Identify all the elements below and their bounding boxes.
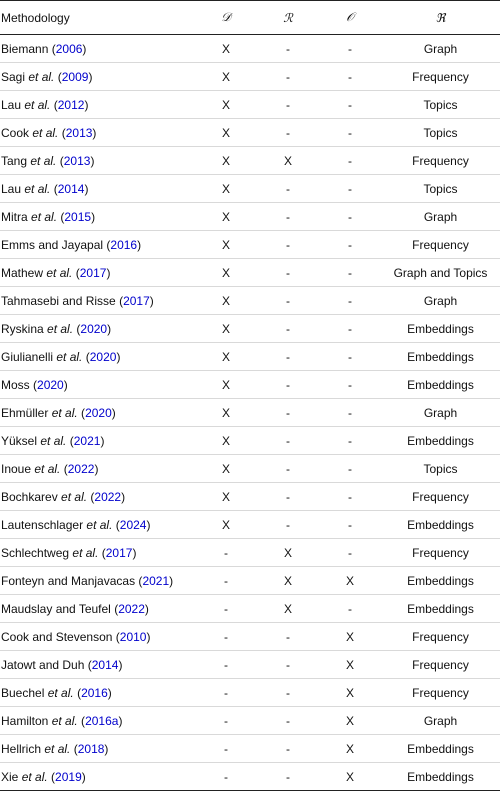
d-cell: X: [221, 41, 230, 56]
methodology-cell: Hamilton et al. (2016a): [0, 707, 196, 735]
citation-year-link[interactable]: 2014: [57, 181, 85, 196]
methodology-cell: Jatowt and Duh (2014): [0, 651, 196, 679]
author-name: Emms and Jayapal: [1, 237, 104, 252]
o-cell: -: [320, 315, 380, 343]
methodology-cell: Mathew et al. (2017): [0, 259, 196, 287]
et-al-text: et al.: [46, 265, 73, 280]
representation-cell: Topics: [380, 455, 500, 483]
o-cell: -: [320, 147, 380, 175]
citation-year-link[interactable]: 2013: [63, 153, 91, 168]
author-name: Sagi: [1, 69, 26, 84]
methodology-cell: Lau et al. (2014): [0, 175, 196, 203]
d-cell: X: [196, 315, 256, 343]
table-row: [0, 91, 500, 119]
representation-cell: Graph and Topics: [380, 259, 500, 287]
header-row: [0, 1, 500, 35]
table-row: [0, 119, 500, 147]
table-row: [0, 679, 500, 707]
et-al-text: et al.: [28, 69, 55, 84]
methodology-cell: Emms and Jayapal (2016): [0, 231, 196, 259]
representation-cell: Frequency: [380, 483, 500, 511]
citation-year-link[interactable]: 2021: [142, 573, 170, 588]
header-o: 𝒪: [346, 10, 354, 24]
table-row: [0, 735, 500, 763]
representation-cell: Embeddings: [380, 315, 500, 343]
methodology-cell: Cook and Stevenson (2010): [0, 623, 196, 651]
methodology-cell: Buechel et al. (2016): [0, 679, 196, 707]
r-cell: -: [256, 455, 320, 483]
representation-cell: Graph: [380, 203, 500, 231]
representation-cell: Topics: [380, 119, 500, 147]
table-row: [0, 147, 500, 175]
header-d: 𝒟: [221, 10, 231, 24]
table-row: [0, 343, 500, 371]
d-cell: -: [196, 595, 256, 623]
et-al-text: et al.: [86, 517, 113, 532]
r-cell: -: [256, 175, 320, 203]
methodology-cell: Biemann (2006): [1, 41, 87, 56]
r-cell: -: [256, 287, 320, 315]
citation-year-link[interactable]: 2020: [85, 405, 112, 420]
table-row: [0, 651, 500, 679]
r-cell: -: [256, 259, 320, 287]
table-row: [0, 231, 500, 259]
et-al-text: et al.: [72, 545, 99, 560]
table-row: [0, 763, 500, 791]
r-cell: -: [256, 763, 320, 791]
d-cell: -: [196, 651, 256, 679]
o-cell: -: [320, 231, 380, 259]
author-name: Xie: [1, 769, 19, 784]
methodology-cell: Tang et al. (2013): [0, 147, 196, 175]
d-cell: -: [196, 707, 256, 735]
et-al-text: et al.: [21, 769, 48, 784]
representation-cell: Embeddings: [380, 763, 500, 791]
methodology-cell: Lautenschlager et al. (2024): [0, 511, 196, 539]
author-name: Ehmüller: [1, 405, 49, 420]
o-cell: X: [320, 763, 380, 791]
methodology-cell: Ehmüller et al. (2020): [0, 399, 196, 427]
citation-year-link[interactable]: 2016: [81, 685, 108, 700]
d-cell: -: [196, 623, 256, 651]
r-cell: -: [256, 707, 320, 735]
author-name: Lau: [1, 97, 22, 112]
et-al-text: et al.: [47, 321, 74, 336]
methodology-cell: Lau et al. (2012): [0, 91, 196, 119]
citation-year-link[interactable]: 2017: [123, 293, 150, 308]
representation-cell: Graph: [380, 399, 500, 427]
author-name: Mathew: [1, 265, 44, 280]
citation-year-link[interactable]: 2014: [91, 657, 119, 672]
author-name: Inoue: [1, 461, 32, 476]
author-name: Hellrich: [1, 741, 42, 756]
citation-year-link[interactable]: 2021: [73, 433, 101, 448]
d-cell: X: [196, 455, 256, 483]
representation-cell: Graph: [423, 41, 458, 56]
citation-year-link[interactable]: 2006: [55, 41, 83, 56]
citation-year-link[interactable]: 2018: [77, 741, 105, 756]
d-cell: -: [196, 735, 256, 763]
methodology-cell: Cook et al. (2013): [0, 119, 196, 147]
author-name: Bochkarev: [1, 489, 58, 504]
d-cell: X: [196, 203, 256, 231]
d-cell: X: [196, 371, 256, 399]
methodology-cell: Inoue et al. (2022): [0, 455, 196, 483]
r-cell: X: [256, 567, 320, 595]
representation-cell: Embeddings: [380, 595, 500, 623]
r-cell: -: [256, 315, 320, 343]
o-cell: -: [320, 511, 380, 539]
d-cell: -: [196, 539, 256, 567]
d-cell: X: [196, 63, 256, 91]
representation-cell: Frequency: [380, 679, 500, 707]
representation-cell: Embeddings: [380, 567, 500, 595]
citation-year-link[interactable]: 2015: [64, 209, 92, 224]
representation-cell: Frequency: [380, 651, 500, 679]
author-name: Maudslay and Teufel: [1, 601, 111, 616]
r-cell: -: [286, 41, 290, 56]
author-name: Cook: [1, 125, 30, 140]
et-al-text: et al.: [47, 685, 74, 700]
representation-cell: Frequency: [380, 231, 500, 259]
o-cell: X: [320, 623, 380, 651]
r-cell: -: [256, 679, 320, 707]
r-cell: -: [256, 343, 320, 371]
methodology-cell: Sagi et al. (2009): [0, 63, 196, 91]
methodology-cell: Hellrich et al. (2018): [0, 735, 196, 763]
o-cell: X: [320, 735, 380, 763]
o-cell: -: [320, 203, 380, 231]
o-cell: -: [320, 175, 380, 203]
methodology-cell: Moss (2020): [0, 371, 196, 399]
representation-cell: Embeddings: [380, 511, 500, 539]
table-row: [0, 287, 500, 315]
et-al-text: et al.: [51, 713, 78, 728]
table-body: [0, 35, 500, 791]
table-row: [0, 399, 500, 427]
et-al-text: et al.: [51, 405, 78, 420]
citation-year-link[interactable]: 2009: [61, 69, 89, 84]
r-cell: -: [256, 399, 320, 427]
author-name: Jatowt and Duh: [1, 657, 85, 672]
table-row: [0, 511, 500, 539]
table-row: [0, 203, 500, 231]
representation-cell: Embeddings: [380, 427, 500, 455]
author-name: Lau: [1, 181, 22, 196]
r-cell: X: [256, 595, 320, 623]
d-cell: X: [196, 119, 256, 147]
r-cell: -: [256, 483, 320, 511]
et-al-text: et al.: [61, 489, 88, 504]
author-name: Biemann: [1, 41, 49, 56]
r-cell: -: [256, 203, 320, 231]
d-cell: X: [196, 147, 256, 175]
representation-cell: Graph: [380, 707, 500, 735]
r-cell: -: [256, 231, 320, 259]
author-name: Lautenschlager: [1, 517, 84, 532]
author-name: Buechel: [1, 685, 45, 700]
methodology-cell: Maudslay and Teufel (2022): [0, 595, 196, 623]
d-cell: X: [196, 287, 256, 315]
methodology-cell: Tahmasebi and Risse (2017): [0, 287, 196, 315]
d-cell: X: [196, 343, 256, 371]
representation-cell: Embeddings: [380, 343, 500, 371]
d-cell: -: [196, 763, 256, 791]
table-row: [0, 455, 500, 483]
table-row: [0, 259, 500, 287]
representation-cell: Embeddings: [380, 735, 500, 763]
methodology-cell: Bochkarev et al. (2022): [0, 483, 196, 511]
citation-year-link[interactable]: 2022: [94, 489, 122, 504]
r-cell: -: [256, 119, 320, 147]
r-cell: -: [256, 91, 320, 119]
representation-cell: Frequency: [380, 147, 500, 175]
r-cell: X: [256, 147, 320, 175]
table-row: [0, 35, 500, 63]
citation-year-link[interactable]: 2013: [65, 125, 93, 140]
header-methodology: Methodology: [1, 10, 70, 25]
table-header: [0, 1, 500, 35]
representation-cell: Frequency: [380, 539, 500, 567]
author-name: Tahmasebi and Risse: [1, 293, 116, 308]
d-cell: -: [196, 567, 256, 595]
table-row: [0, 483, 500, 511]
o-cell: X: [320, 651, 380, 679]
citation-year-link[interactable]: 2022: [67, 461, 95, 476]
methodology-cell: Giulianelli et al. (2020): [0, 343, 196, 371]
methodology-cell: Mitra et al. (2015): [0, 203, 196, 231]
r-cell: -: [256, 63, 320, 91]
et-al-text: et al.: [40, 433, 67, 448]
methodology-cell: Schlechtweg et al. (2017): [0, 539, 196, 567]
table-row: [0, 595, 500, 623]
et-al-text: et al.: [34, 461, 61, 476]
o-cell: -: [320, 91, 380, 119]
r-cell: -: [256, 651, 320, 679]
et-al-text: et al.: [44, 741, 71, 756]
header-repr: ℜ: [435, 10, 446, 25]
o-cell: -: [320, 371, 380, 399]
table-row: [0, 175, 500, 203]
representation-cell: Topics: [380, 175, 500, 203]
citation-year-link[interactable]: 2020: [37, 377, 64, 392]
table-row: [0, 567, 500, 595]
d-cell: X: [196, 231, 256, 259]
table-row: [0, 315, 500, 343]
table-row: [0, 539, 500, 567]
author-name: Yüksel: [1, 433, 38, 448]
header-r: ℛ: [283, 10, 293, 25]
d-cell: X: [196, 91, 256, 119]
o-cell: -: [320, 119, 380, 147]
citation-year-link[interactable]: 2010: [119, 629, 147, 644]
o-cell: -: [348, 41, 352, 56]
o-cell: -: [320, 287, 380, 315]
representation-cell: Embeddings: [380, 371, 500, 399]
table-row: [0, 707, 500, 735]
methodology-cell: Ryskina et al. (2020): [0, 315, 196, 343]
representation-cell: Topics: [380, 91, 500, 119]
methodology-cell: Yüksel et al. (2021): [0, 427, 196, 455]
o-cell: -: [320, 483, 380, 511]
r-cell: -: [256, 623, 320, 651]
o-cell: -: [320, 399, 380, 427]
r-cell: -: [256, 371, 320, 399]
o-cell: -: [320, 63, 380, 91]
et-al-text: et al.: [24, 181, 51, 196]
citation-year-link[interactable]: 2019: [55, 769, 82, 784]
d-cell: X: [196, 399, 256, 427]
r-cell: -: [256, 735, 320, 763]
et-al-text: et al.: [32, 125, 59, 140]
et-al-text: et al.: [24, 97, 51, 112]
author-name: Schlechtweg: [1, 545, 70, 560]
o-cell: X: [320, 679, 380, 707]
citation-year-link[interactable]: 2017: [79, 265, 107, 280]
table-row: [0, 623, 500, 651]
table-row: [0, 371, 500, 399]
et-al-text: et al.: [31, 209, 58, 224]
o-cell: X: [320, 707, 380, 735]
d-cell: X: [196, 259, 256, 287]
r-cell: X: [256, 539, 320, 567]
citation-year-link[interactable]: 2012: [57, 97, 85, 112]
author-name: Tang: [1, 153, 28, 168]
author-name: Cook and Stevenson: [1, 629, 113, 644]
table-row: [0, 427, 500, 455]
d-cell: X: [196, 483, 256, 511]
representation-cell: Graph: [380, 287, 500, 315]
o-cell: -: [320, 455, 380, 483]
author-name: Fonteyn and Manjavacas: [1, 573, 136, 588]
author-name: Ryskina: [1, 321, 44, 336]
methodology-cell: Xie et al. (2019): [0, 763, 196, 791]
o-cell: -: [320, 343, 380, 371]
citation-year-link[interactable]: 2017: [105, 545, 133, 560]
d-cell: -: [196, 679, 256, 707]
et-al-text: et al.: [56, 349, 83, 364]
citation-year-link[interactable]: 2020: [80, 321, 108, 336]
citation-year-link[interactable]: 2016: [110, 237, 138, 252]
representation-cell: Frequency: [380, 623, 500, 651]
citation-year-link[interactable]: 2024: [119, 517, 147, 532]
citation-year-link[interactable]: 2020: [89, 349, 117, 364]
o-cell: X: [320, 567, 380, 595]
author-name: Moss: [1, 377, 30, 392]
et-al-text: et al.: [30, 153, 57, 168]
methodology-cell: Fonteyn and Manjavacas (2021): [0, 567, 196, 595]
author-name: Mitra: [1, 209, 28, 224]
d-cell: X: [196, 427, 256, 455]
o-cell: -: [320, 427, 380, 455]
d-cell: X: [196, 511, 256, 539]
citation-year-link[interactable]: 2022: [118, 601, 145, 616]
d-cell: X: [196, 175, 256, 203]
author-name: Hamilton: [1, 713, 49, 728]
r-cell: -: [256, 511, 320, 539]
o-cell: -: [320, 595, 380, 623]
o-cell: -: [320, 259, 380, 287]
author-name: Giulianelli: [1, 349, 54, 364]
table-row: [0, 63, 500, 91]
citation-year-link[interactable]: 2016a: [85, 713, 119, 728]
o-cell: -: [320, 539, 380, 567]
representation-cell: Frequency: [380, 63, 500, 91]
r-cell: -: [256, 427, 320, 455]
